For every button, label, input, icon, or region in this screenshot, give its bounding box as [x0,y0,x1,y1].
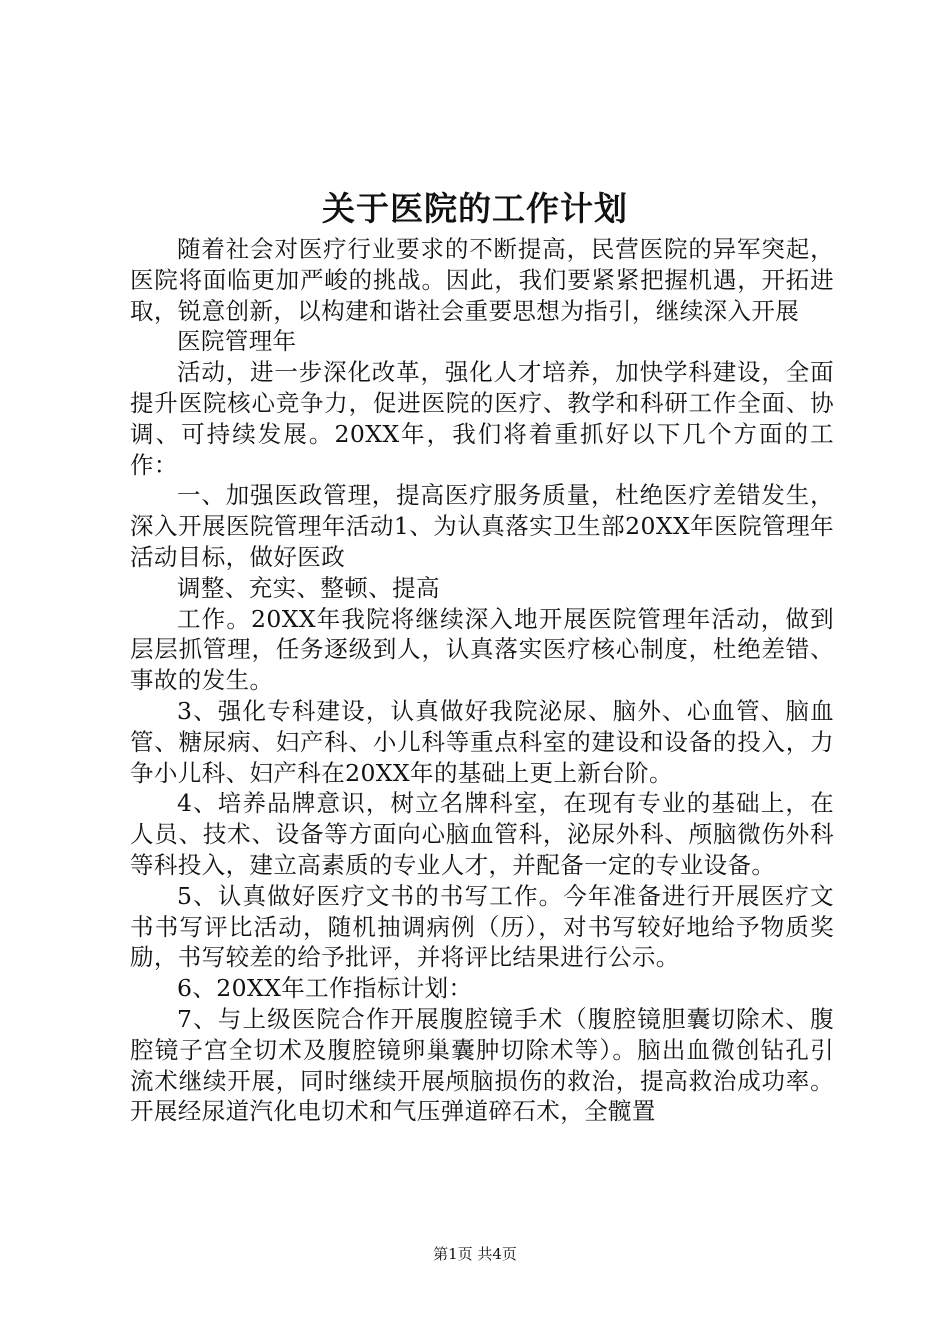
document-body [130,234,834,1127]
paragraph-item-3: 3、强化专科建设，认真做好我院泌尿、脑外、心血管、脑血管、糖尿病、妇产科、小儿科等重点科室的建设和设备的投入，力争小儿科、妇产科在20XX年的基础上更上新台阶。 [130,696,834,787]
paragraph-adjust: 调整、充实、整顿、提高 [177,573,440,602]
paragraph-section-1: 一、加强医政管理，提高医疗服务质量，杜绝医疗差错发生，深入开展医院管理年活动1、为认真落实卫生部20XX年医院管理年活动目标，做好医政 [130,481,834,571]
page-number-footer: 第1页 共4页 [433,1245,517,1263]
paragraph-work: 工作。20XX年我院将继续深入地开展医院管理年活动，做到层层抓管理，任务逐级到人，认真落实医疗核心制度，杜绝差错、事故的发生。 [130,604,834,695]
paragraph-item-7: 7、与上级医院合作开展腹腔镜手术（腹腔镜胆囊切除术、腹腔镜子宫全切术及腹腔镜卵巢囊肿切除术等）。脑出血微创钻孔引流术继续开展，同时继续开展颅脑损伤的救治，提高救治成功率。开展经尿道汽化电切术和气压弹道碎石术，全髋置 [130,1004,834,1126]
paragraph-activity: 活动，进一步深化改革，强化人才培养，加快学科建设，全面提升医院核心竞争力，促进医院的医疗、教学和科研工作全面、协调、可持续发展。20XX年，我们将着重抓好以下几个方面的工作： [130,358,834,479]
paragraph-item-6: 6、20XX年工作指标计划： [177,974,473,1003]
document-title: 关于医院的工作计划 [322,189,628,228]
paragraph-item-4: 4、培养品牌意识，树立名牌科室，在现有专业的基础上，在人员、技术、设备等方面向心脑血管科，泌尿外科、颅脑微伤外科等科投入，建立高素质的专业人才，并配备一定的专业设备。 [130,789,834,879]
paragraph-intro: 随着社会对医疗行业要求的不断提高，民营医院的异军突起，医院将面临更加严峻的挑战。因此，我们要紧紧把握机遇，开拓进取，锐意创新，以构建和谐社会重要思想为指引，继续深入开展 [130,235,834,325]
paragraph-management-year: 医院管理年 [177,327,297,356]
paragraph-item-5: 5、认真做好医疗文书的书写工作。今年准备进行开展医疗文书书写评比活动，随机抽调病例（历），对书写较好地给予物质奖励，书写较差的给予批评，并将评比结果进行公示。 [130,881,834,972]
